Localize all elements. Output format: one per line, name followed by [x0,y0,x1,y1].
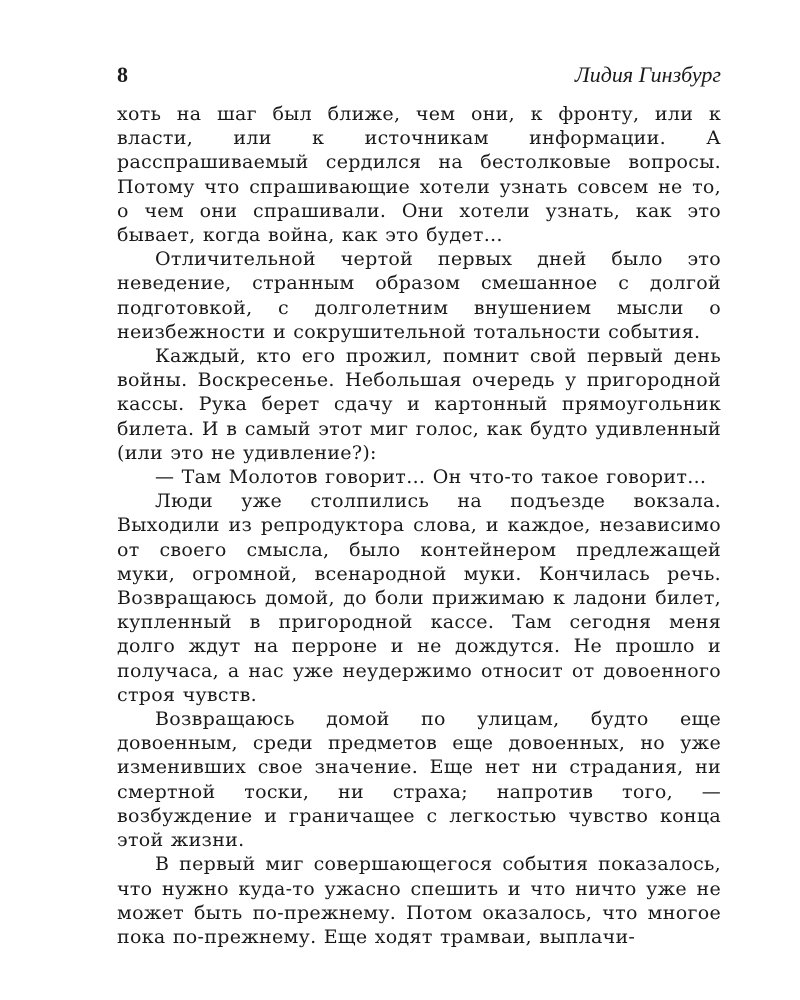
page-header [117,62,721,92]
book-page [117,62,721,949]
body-text [117,102,721,949]
paragraph: Возвращаюсь домой по улицам, будто еще довоенным, среди предметов еще довоенных, но уже изменивших свое значение. Еще нет ни страдания, ни смертной тоски, ни страха; напротив того, — возбуждение и граничащее с легкостью чувство конца этой жизни. [117,708,721,852]
paragraph-dialogue: — Там Молотов говорит… Он что-то такое говорит… [155,466,707,489]
paragraph: В первый миг совершающегося события показалось, что нужно куда-то ужасно спешить и что ничто уже не может быть по-прежнему. Потом оказалось, что многое пока по-прежнему. Еще ходят трамваи, выплачи- [117,853,721,948]
running-head-author: Лидия Гинзбург [574,62,721,87]
paragraph: Отличительной чертой первых дней было это неведение, странным образом смешанное с долгой подготовкой, с долголетним внушением мысли о неизбежности и сокрушительной тотальности события. [117,248,721,343]
paragraph: хоть на шаг был ближе, чем они, к фронту, или к власти, или к источникам информации. А расспрашиваемый сердился на бестолковые вопросы. Потому что спрашивающие хотели узнать совсем не то, о чем они спрашивали. Они хотели узнать, как это бывает, когда война, как это будет… [117,103,721,247]
paragraph: Каждый, кто его прожил, помнит свой первый день войны. Воскресенье. Небольшая очередь у пригородной кассы. Рука берет сдачу и картонный прямоугольник билета. И в самый этот миг голос, как будто удивленный (или это не удивление?): [117,345,721,464]
page-number: 8 [117,62,128,87]
paragraph: Люди уже столпились на подъезде вокзала. Выходили из репродуктора слова, и каждое, независимо от своего смысла, было контейнером предлежащей муки, огромной, всенародной муки. Кончилась речь. Возвращаюсь домой, до боли прижимаю к ладони билет, купленный в пригородной кассе. Там сегодня меня долго ждут на перроне и не дождутся. Не прошло и получаса, а нас уже неудержимо относит от довоенного строя чувств. [117,490,721,706]
